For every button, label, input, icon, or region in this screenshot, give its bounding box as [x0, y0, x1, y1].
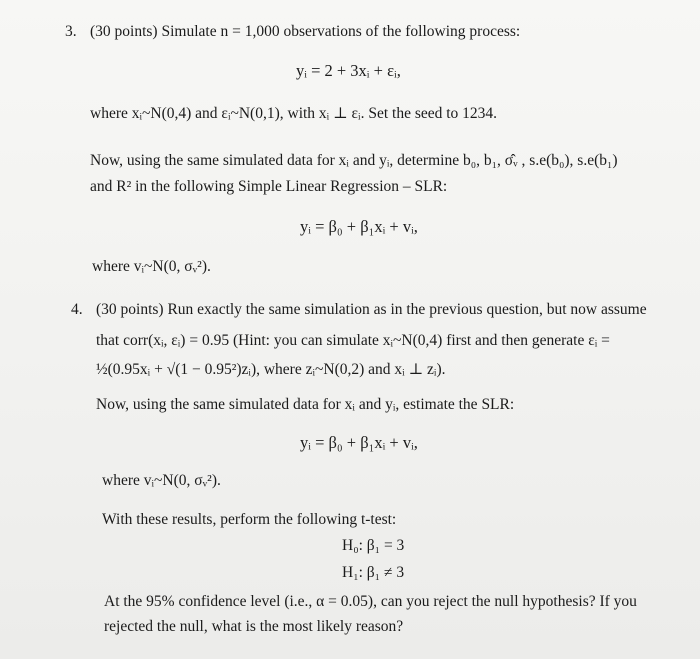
- hypothesis-null: H₀: β₁ = 3: [342, 537, 405, 554]
- hypothesis-alternative: H₁: β₁ ≠ 3: [342, 564, 405, 581]
- question-3-equation-2: yᵢ = β₀ + β₁xᵢ + vᵢ,: [300, 217, 418, 236]
- question-3-line-2: where xᵢ~N(0,4) and εᵢ~N(0,1), with xᵢ ⊥ εᵢ. Set the seed to 1234.: [90, 105, 498, 122]
- question-4-line-8: rejected the null, what is the most likely reason?: [104, 618, 404, 635]
- question-4-line-4: Now, using the same simulated data for xᵢ and yᵢ, estimate the SLR:: [96, 396, 515, 413]
- question-3-line-3: Now, using the same simulated data for xᵢ and yᵢ, determine b₀, b₁, σ̂ᵥ , s.e(b₀), s.e(b₁): [90, 152, 618, 169]
- question-4-number: 4.: [71, 301, 83, 318]
- question-4-line-2: that corr(xᵢ, εᵢ) = 0.95 (Hint: you can simulate xᵢ~N(0,4) first and then generate εᵢ =: [96, 332, 610, 349]
- question-4-line-1: (30 points) Run exactly the same simulation as in the previous question, but now assume: [96, 301, 647, 318]
- question-4-line-6: With these results, perform the following t-test:: [102, 511, 397, 528]
- question-4-line-7: At the 95% confidence level (i.e., α = 0.05), can you reject the null hypothesis? If you: [104, 593, 637, 610]
- question-3-number: 3.: [65, 23, 77, 40]
- question-4-equation-1: yᵢ = β₀ + β₁xᵢ + vᵢ,: [300, 433, 418, 452]
- question-3-line-5: where vᵢ~N(0, σᵥ²).: [92, 258, 211, 275]
- question-3-line-1: (30 points) Simulate n = 1,000 observations of the following process:: [90, 23, 521, 40]
- question-4-line-5: where vᵢ~N(0, σᵥ²).: [102, 472, 221, 489]
- question-4-line-3: ½(0.95xᵢ + √(1 − 0.95²)zᵢ), where zᵢ~N(0,2) and xᵢ ⊥ zᵢ).: [96, 361, 446, 378]
- question-3-equation-1: yᵢ = 2 + 3xᵢ + εᵢ,: [296, 61, 401, 80]
- question-3-line-4: and R² in the following Simple Linear Regression – SLR:: [90, 178, 448, 195]
